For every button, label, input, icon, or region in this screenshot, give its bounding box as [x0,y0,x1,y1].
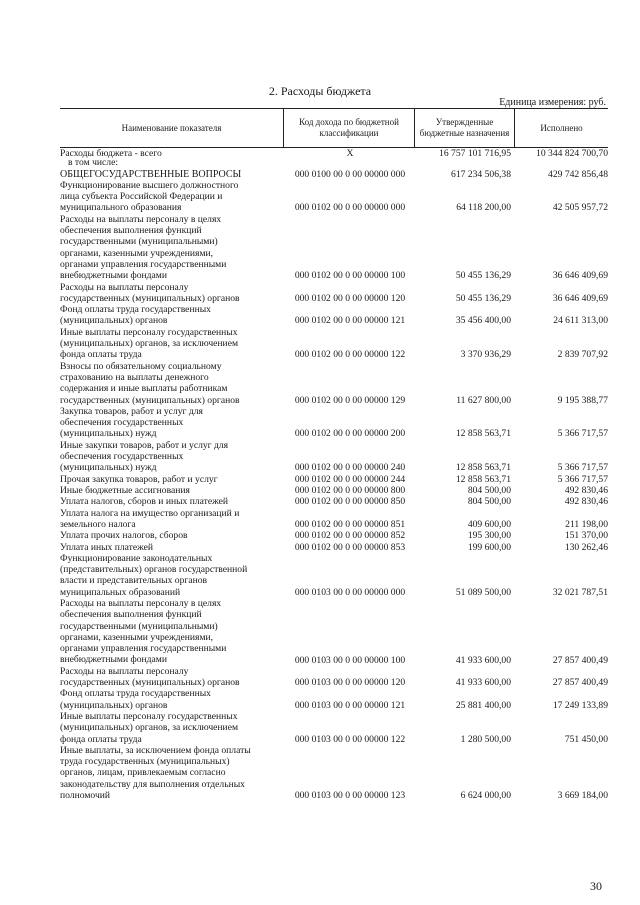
row-name-line: муниципальных образований [60,586,181,598]
table-row [0,474,640,485]
row-name-line: органов, лицам, привлекаемым согласно [60,767,226,779]
row-name-line: законодательству для выполнения отдельных [60,778,245,790]
row-approved: 195 300,00 [467,530,511,542]
row-approved: 41 933 600,00 [455,677,511,689]
table-row [0,711,640,745]
row-executed: 9 195 388,77 [557,394,608,406]
row-name [60,169,282,180]
row-name-line: Фонд оплаты труда государственных [60,304,211,316]
row-name-line: (муниципальных) нужд [60,462,157,474]
row-approved: 6 624 000,00 [460,790,511,802]
row-name-line: муниципального образования [60,202,182,214]
row-name [60,711,282,745]
row-name-line: государственных (муниципальных) органов [60,292,240,304]
row-executed: 492 830,46 [564,496,608,508]
row-executed: 151 370,00 [564,530,608,542]
row-name-line: Иные выплаты, за исключением фонда оплаты [60,744,251,756]
row-name-line: Расходы на выплаты персоналу в целях [60,598,222,609]
row-approved: 804 500,00 [467,496,511,508]
row-name-line: Уплата налогов, сборов и иных платежей [60,496,229,508]
row-approved: 51 089 500,00 [455,586,511,598]
row-approved: 409 600,00 [467,518,511,530]
row-code: 000 0103 00 0 00 00000 000 [294,586,406,598]
row-name-line: внебюджетными фондами [60,654,167,666]
row-name-line: Функционирование высшего должностного [60,179,239,191]
row-executed: 17 249 133,89 [552,699,608,711]
row-name [60,440,282,474]
table-row [0,214,640,282]
row-name-line: обеспечения государственных [60,417,184,429]
row-name-line: Иные выплаты персоналу государственных [60,326,238,338]
row-name-line: фонда оплаты труда [60,349,142,361]
row-name [60,485,282,496]
unit-label: Единица измерения: руб. [499,97,606,108]
row-code: 000 0102 00 0 00 00000 853 [294,541,406,553]
table-row [0,598,640,666]
row-name-line: лица субъекта Российской Федерации и [60,191,223,203]
row-name-line: органами, казенными учреждениями, [60,631,214,643]
row-approved: 50 455 136,29 [455,292,511,304]
row-name-line: полномочий [60,790,111,802]
row-name [60,496,282,507]
row-name [60,745,282,801]
row-name-line: государственными (муниципальными) [60,620,218,632]
page-title: 2. Расходы бюджета [268,84,372,98]
row-code: 000 0102 00 0 00 00000 851 [294,518,406,530]
row-approved: 25 881 400,00 [455,699,511,711]
row-name [60,530,282,541]
row-name-line: Уплата прочих налогов, сборов [60,530,188,542]
row-executed: 5 366 717,57 [557,473,608,485]
row-name [60,553,282,598]
row-name-line: Иные закупки товаров, работ и услуг для [60,439,229,451]
table-row [0,666,640,689]
row-code: 000 0102 00 0 00 00000 100 [294,270,406,282]
row-name-line: Иные выплаты персоналу государственных [60,711,238,722]
row-code: X [346,148,354,159]
table-row [0,530,640,541]
row-approved: 35 456 400,00 [455,315,511,327]
table-row [0,304,640,327]
row-name-line: Уплата налога на имущество организаций и [60,507,240,519]
row-name [60,406,282,440]
row-name-line: Взносы по обязательному социальному [60,360,222,372]
table-row [0,282,640,305]
row-code: 000 0100 00 0 00 00000 000 [294,168,406,180]
row-name-line: Расходы бюджета - всего [60,148,162,159]
row-name [60,214,282,282]
row-approved: 16 757 101 716,95 [439,148,511,159]
row-name [60,598,282,666]
row-name [60,474,282,485]
row-code: 000 0102 00 0 00 00000 129 [294,394,406,406]
row-executed: 5 366 717,57 [557,428,608,440]
row-approved: 3 370 936,29 [460,349,511,361]
row-name [60,157,290,168]
row-name-line: содержания и иные выплаты работникам [60,383,228,395]
row-approved: 50 455 136,29 [455,270,511,282]
row-name-line: Расходы на выплаты персоналу [60,665,189,677]
row-approved: 12 858 563,71 [455,462,511,474]
row-executed: 24 611 313,00 [553,315,608,327]
row-executed: 429 742 856,48 [548,168,608,180]
row-name-line: органами управления государственными [60,643,227,655]
row-executed: 36 646 409,69 [552,270,608,282]
row-code: 000 0103 00 0 00 00000 120 [294,677,406,689]
table-row [0,485,640,496]
row-name-line: Функционирование законодательных [60,552,213,564]
row-code: 000 0102 00 0 00 00000 200 [294,428,406,440]
row-approved: 199 600,00 [467,541,511,553]
row-executed: 751 450,00 [564,733,608,745]
row-approved: 11 627 800,00 [456,394,511,406]
row-executed: 27 857 400,49 [552,677,608,689]
row-name [60,180,282,214]
row-code: 000 0103 00 0 00 00000 123 [294,790,406,802]
row-name [60,327,282,361]
row-name-line: государственных (муниципальных) органов [60,394,240,406]
row-code: 000 0102 00 0 00 00000 000 [294,202,406,214]
table-row [0,361,640,406]
row-approved: 617 234 506,38 [451,168,511,180]
row-executed: 2 839 707,92 [557,349,608,361]
row-executed: 130 262,46 [564,541,608,553]
row-name [60,542,282,553]
row-name-line: (муниципальных) нужд [60,428,157,440]
row-name-line: органами управления государственными [60,258,227,270]
row-name-line: органами, казенными учреждениями, [60,247,214,259]
row-code: 000 0102 00 0 00 00000 122 [294,349,406,361]
row-name [60,508,282,531]
row-name-line: внебюджетными фондами [60,270,167,282]
row-name-line: обеспечения государственных [60,451,184,463]
row-name-line: Иные бюджетные ассигнования [60,485,190,496]
row-name-line: ОБЩЕГОСУДАРСТВЕННЫЕ ВОПРОСЫ [60,168,242,180]
row-executed: 27 857 400,49 [552,654,608,666]
table-row [0,327,640,361]
row-code: 000 0103 00 0 00 00000 122 [294,733,406,745]
row-executed: 3 669 184,00 [557,790,608,802]
row-name-line: Фонд оплаты труда государственных [60,688,211,700]
table-row [0,169,640,180]
row-code: 000 0102 00 0 00 00000 244 [294,473,406,485]
row-executed: 10 344 824 700,70 [536,148,608,159]
table-row [0,688,640,711]
row-code: 000 0102 00 0 00 00000 852 [294,530,406,542]
row-name-line: Закупка товаров, работ и услуг для [60,405,203,417]
table-row [0,542,640,553]
page-number: 30 [590,879,602,893]
table-row [0,496,640,507]
table-row [0,180,640,214]
row-name-line: власти и представительных органов [60,575,208,587]
table-row [0,745,640,802]
table-row [0,440,640,474]
row-name-line: Расходы на выплаты персоналу [60,281,189,293]
row-code: 000 0103 00 0 00 00000 121 [294,699,406,711]
row-name-line: (представительных) органов государственной [60,564,248,576]
row-executed: 211 198,00 [565,518,608,530]
row-approved: 41 933 600,00 [455,654,511,666]
row-name-line: обеспечения выполнения функций [60,225,202,237]
row-code: 000 0102 00 0 00 00000 121 [294,315,406,327]
row-approved: 12 858 563,71 [455,428,511,440]
row-executed: 5 366 717,57 [557,462,608,474]
row-approved: 64 118 200,00 [456,202,511,214]
row-name-line: труда государственных (муниципальных) [60,756,230,768]
row-name [60,688,282,711]
row-name-line: (муниципальных) органов, за исключением [60,722,239,734]
header-name: Наименование показателя [60,108,283,148]
row-name-line: государственными (муниципальными) [60,236,218,248]
table-row [0,508,640,531]
row-name-line: страхованию на выплаты денежного [60,371,209,383]
row-name-line: Расходы на выплаты персоналу в целях [60,213,222,225]
row-name-line: обеспечения выполнения функций [60,609,202,621]
row-name [60,666,282,689]
table-row [0,406,640,440]
header-executed: Исполнено [514,108,608,148]
row-code: 000 0102 00 0 00 00000 240 [294,462,406,474]
header-code: Код дохода по бюджетной классификации [283,108,414,148]
row-approved: 12 858 563,71 [455,473,511,485]
row-name-line: Уплата иных платежей [60,541,154,553]
row-name-line: (муниципальных) органов, за исключением [60,338,239,350]
row-name-line: государственных (муниципальных) органов [60,677,240,689]
row-name-line: Прочая закупка товаров, работ и услуг [60,473,218,485]
row-executed: 42 505 957,72 [552,202,608,214]
row-code: 000 0102 00 0 00 00000 850 [294,496,406,508]
table-row [0,157,640,168]
row-approved: 1 280 500,00 [460,733,511,745]
row-name [60,304,282,327]
row-name-line: земельного налога [60,518,136,530]
row-name-line: (муниципальных) органов [60,699,168,711]
table-row [0,553,640,598]
row-name [60,361,282,406]
row-executed: 492 830,46 [564,485,608,496]
row-code: 000 0102 00 0 00 00000 800 [294,485,406,496]
row-name-line: фонда оплаты труда [60,733,142,745]
row-executed: 32 021 787,51 [552,586,608,598]
header-approved: Утвержденные бюджетные назначения [414,108,514,148]
row-name-line: в том числе: [68,157,119,169]
row-name [60,282,282,305]
row-code: 000 0102 00 0 00 00000 120 [294,292,406,304]
row-approved: 804 500,00 [467,485,511,496]
row-code: 000 0103 00 0 00 00000 100 [294,654,406,666]
row-name-line: (муниципальных) органов [60,315,168,327]
row-executed: 36 646 409,69 [552,292,608,304]
